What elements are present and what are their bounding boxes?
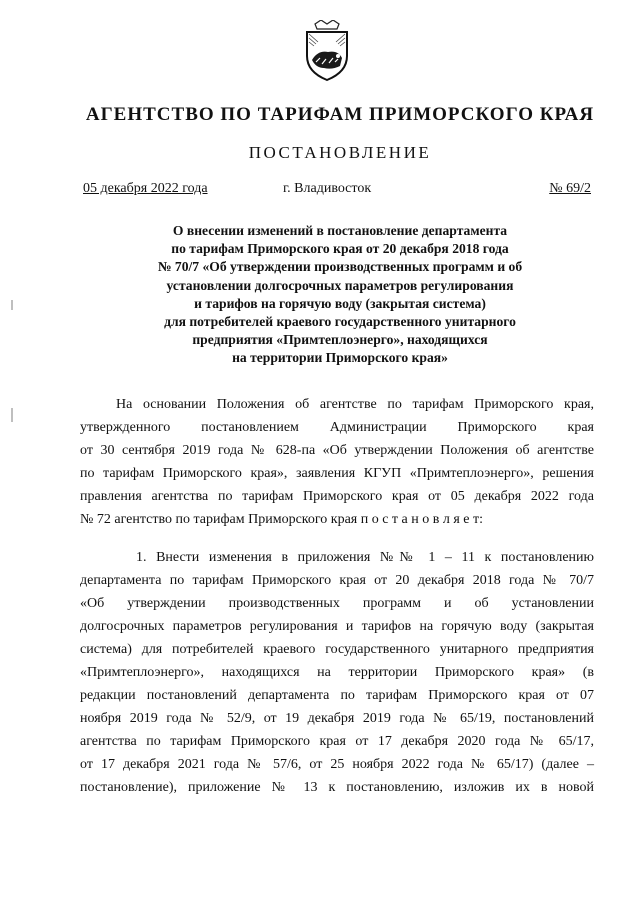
document-city: г. Владивосток [283,181,372,196]
paragraph-line: постановление), приложение № 13 к постановлению, изложив их в новой [80,780,594,795]
agency-name: АГЕНТСТВО ПО ТАРИФАМ ПРИМОРСКОГО КРАЯ [85,104,595,125]
paragraph-item-1 [80,546,594,799]
paragraph-line: «Об утверждении производственных программ и об установлении [80,596,594,611]
paragraph-line: «Примтеплоэнерго», находящихся на территории Приморского края» (в [80,665,594,680]
paragraph-line: агентства по тарифам Приморского края от 17 декабря 2020 года № 65/17, [80,734,594,749]
paragraph-line: по тарифам Приморского края», заявления КГУП «Примтеплоэнерго», решения [80,466,594,481]
title-line: № 70/7 «Об утверждении производственных программ и об [157,259,523,275]
paragraph-line: долгосрочных параметров регулирования и тарифов на горячую воду (закрытая [80,619,594,634]
paragraph-line: редакции постановлений департамента по тарифам Приморского края от 07 [80,688,594,703]
title-line: предприятия «Примтеплоэнерго», находящихся [192,332,488,348]
coat-of-arms-icon [302,20,352,82]
paragraph-line: 1. Внести изменения в приложения №№ 1 – 11 к постановлению [136,550,594,565]
title-line: по тарифам Приморского края от 20 декабря 2018 года [171,241,509,257]
paragraph-line: утвержденного постановлением Администрации Приморского края [80,420,594,435]
paragraph-line: № 72 агентство по тарифам Приморского края п о с т а н о в л я е т: [80,512,484,527]
scan-margin-mark [11,408,13,422]
paragraph-line: ноября 2019 года № 52/9, от 19 декабря 2019 года № 65/19, постановлений [80,711,594,726]
title-line: и тарифов на горячую воду (закрытая система) [194,295,486,311]
document-number: № 69/2 [549,181,591,196]
document-title [120,222,560,368]
document-date: 05 декабря 2022 года [83,181,208,196]
title-line: О внесении изменений в постановление департамента [172,223,508,238]
title-line: для потребителей краевого государственного унитарного [164,314,516,330]
paragraph-line: На основании Положения об агентстве по тарифам Приморского края, [116,397,594,412]
paragraph-line: от 30 сентября 2019 года № 628-па «Об утверждении Положения об агентстве [80,443,594,458]
document-type: ПОСТАНОВЛЕНИЕ [248,143,432,162]
scan-margin-mark [11,300,13,310]
title-line: установлении долгосрочных параметров регулирования [166,277,514,293]
paragraph-line: правления агентства по тарифам Приморского края от 05 декабря 2022 года [80,489,594,504]
paragraph-line: система) для потребителей краевого государственного унитарного предприятия [80,642,594,657]
paragraph-line: департамента по тарифам Приморского края от 20 декабря 2018 года № 70/7 [80,573,594,588]
title-line: на территории Приморского края» [232,350,448,366]
paragraph-line: от 17 декабря 2021 года № 57/6, от 25 ноября 2022 года № 65/17) (далее – [80,757,594,772]
paragraph-basis [80,393,594,531]
